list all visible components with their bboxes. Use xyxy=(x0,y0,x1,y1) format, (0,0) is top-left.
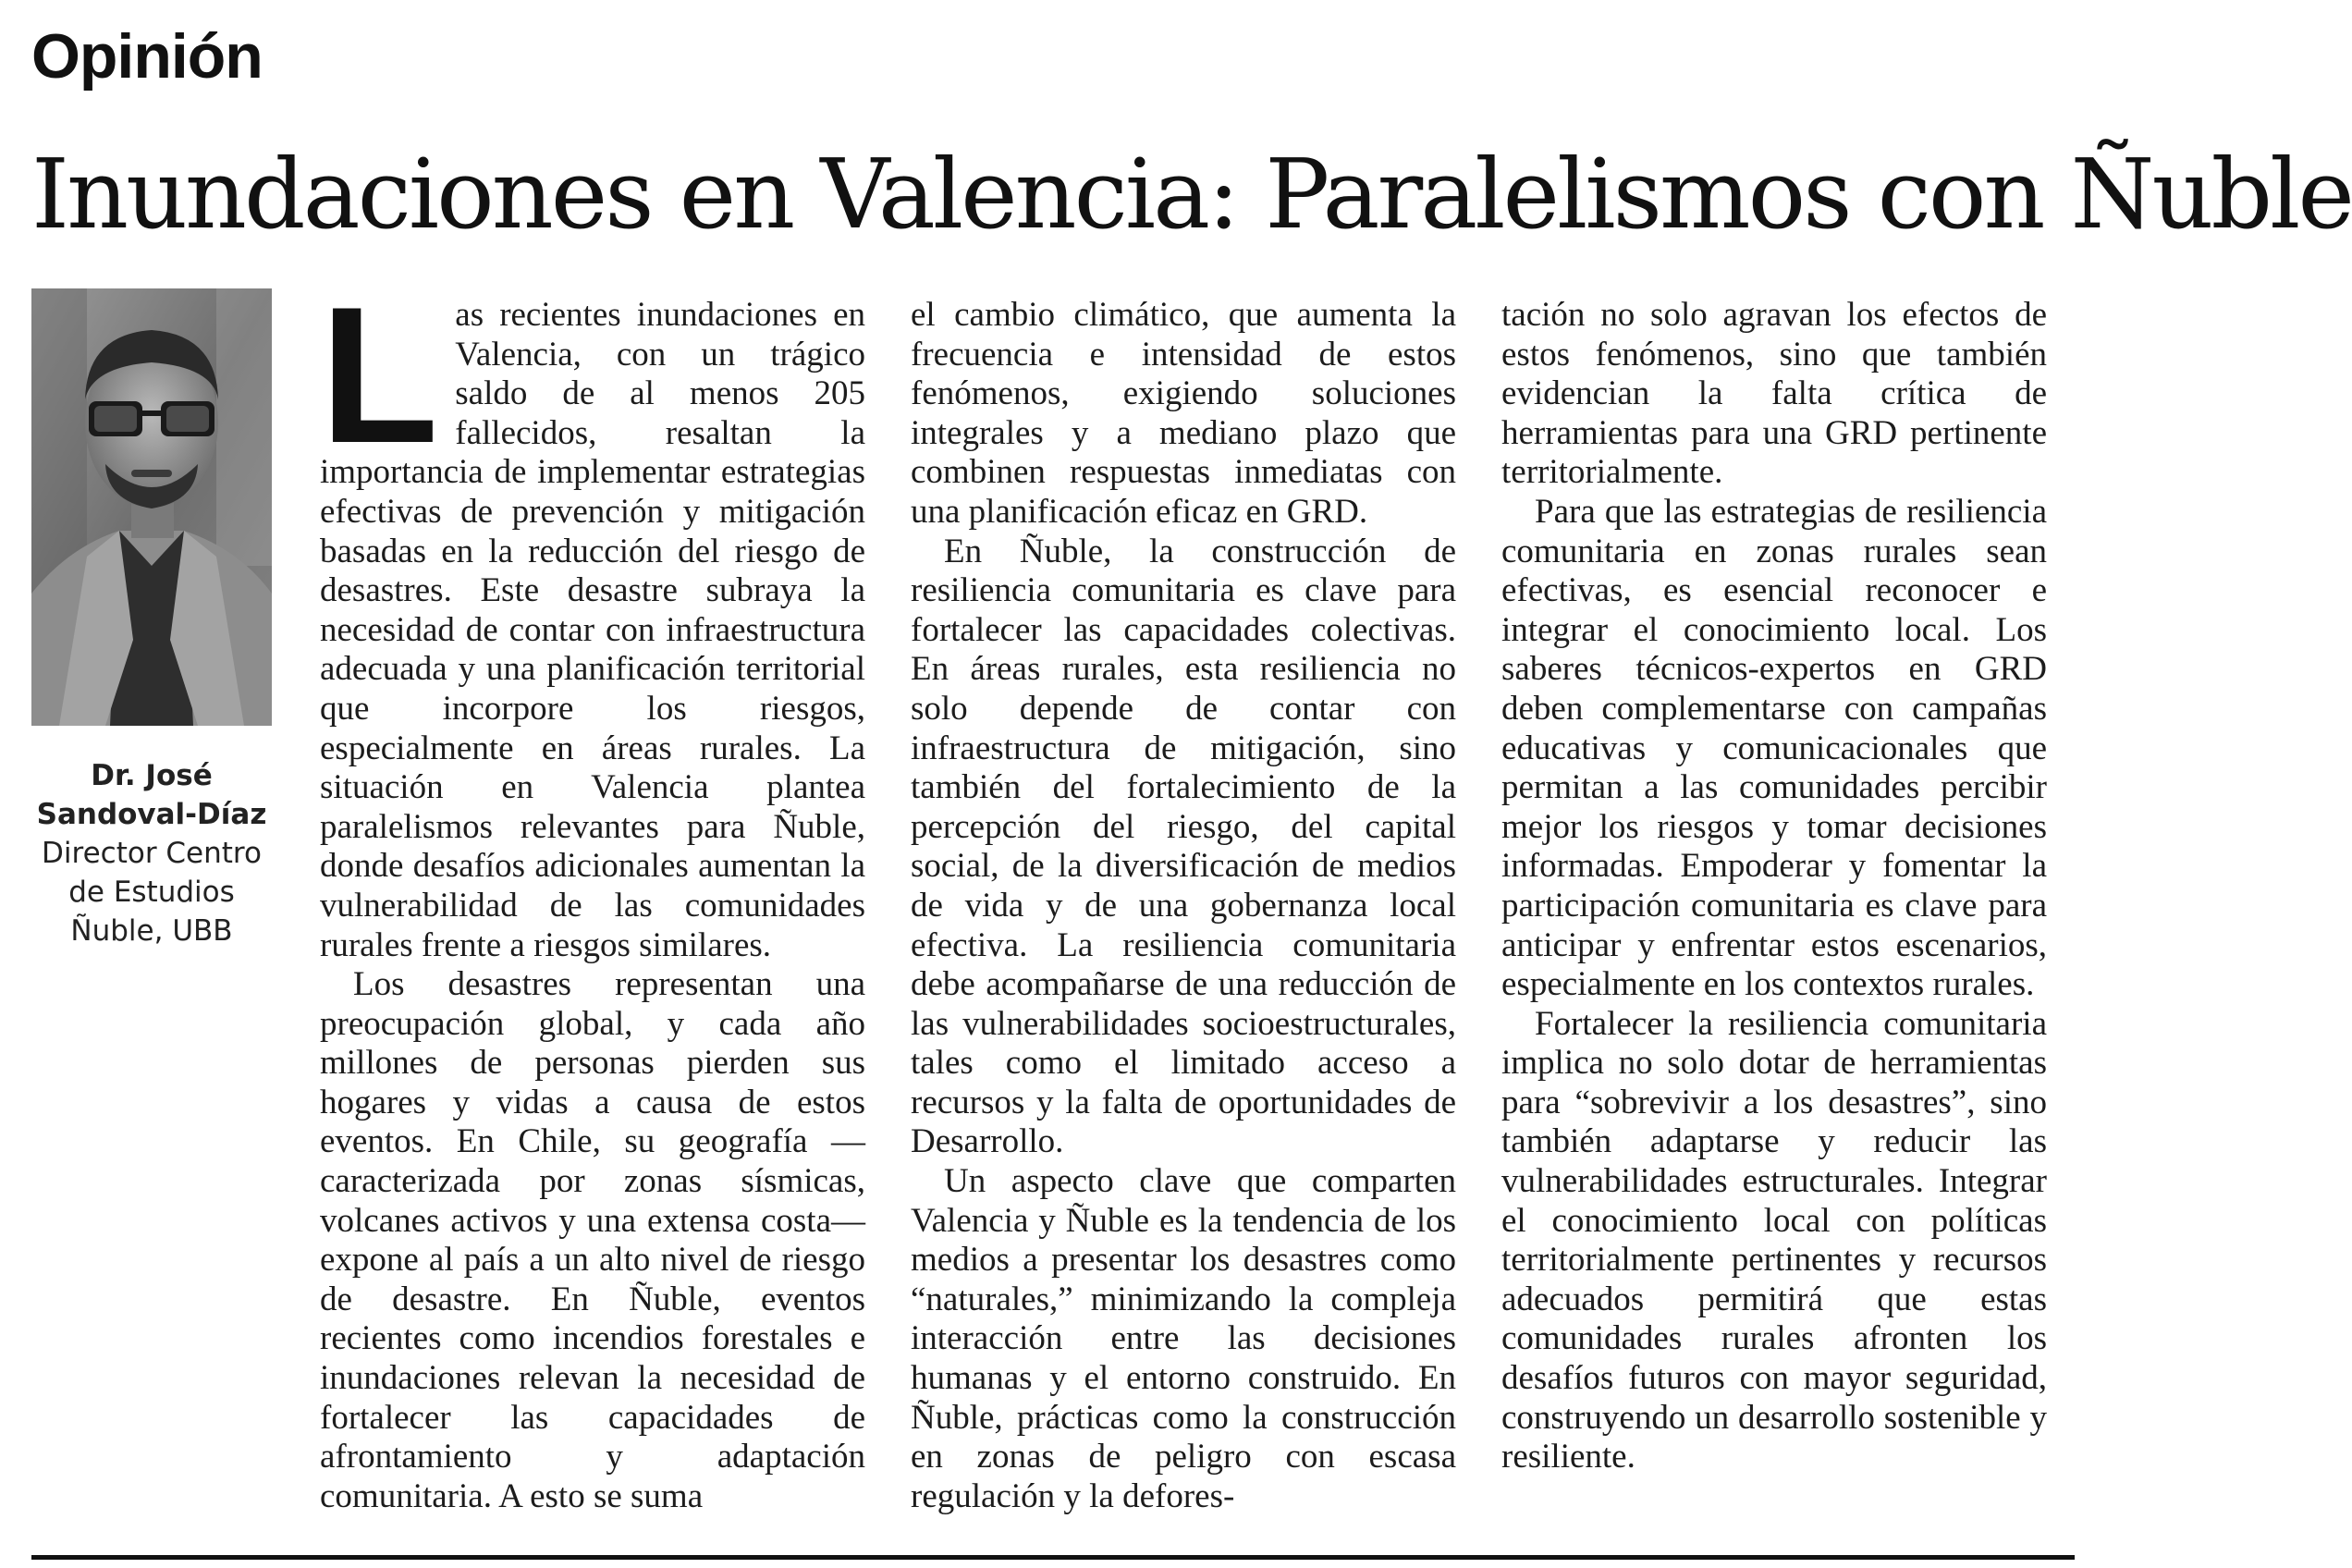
bottom-rule xyxy=(31,1555,2075,1560)
author-photo xyxy=(31,288,272,726)
paragraph-5: Para que las estrategias de resiliencia comunitaria en zonas rurales sean efectivas, es esencial reconocer e integrar el conocimiento local. Los saberes técnicos-expertos en GRD deben complementarse con campañas educativas y comunicacionales que permitan a las comunidades percibir mejor los riesgos y tomar decisiones informadas. Empoderar y fomentar la participación comunitaria es clave para anticipar y enfrentar estos escenarios, especialmente en los contextos rurales. xyxy=(1501,492,2047,1004)
section-label: Opinión xyxy=(31,21,263,92)
paragraph-3: En Ñuble, la construcción de resiliencia comunitaria es clave para fortalecer las capacidades colectivas. En áreas rurales, esta resiliencia no solo depende de contar con infraestructura de mitigación, sino también del fortalecimiento de la percepción del riesgo, del capital social, de la diversificación de medios de vida y de una gobernanza local efectiva. La resiliencia comunitaria debe acompañarse de una reducción de las vulnerabilidades socioestructurales, tales como el limitado acceso a recursos y la falta de oportunidades de Desarrollo. xyxy=(911,532,1456,1161)
byline xyxy=(31,756,272,950)
article-column-1 xyxy=(320,266,865,1516)
dropcap: L xyxy=(320,266,439,484)
paragraph-2-continued: el cambio climático, que aumenta la frecuencia e intensidad de estos fenómenos, exigiendo soluciones integrales y a mediano plazo que combinen respuestas inmediatas con una planificación eficaz en GRD. xyxy=(911,296,1456,531)
author-title: Director Centro de Estudios Ñuble, UBB xyxy=(42,837,262,948)
paragraph-4-continued: tación no solo agravan los efectos de estos fenómenos, sino que también evidencian la falta crítica de herramientas para una GRD pertinente territorialmente. xyxy=(1501,296,2047,492)
author-portrait-icon xyxy=(31,288,272,726)
article-column-2 xyxy=(911,296,1456,1516)
headline: Inundaciones en Valencia: Paralelismos con Ñuble xyxy=(31,138,2352,251)
author-name: Dr. José Sandoval-Díaz xyxy=(36,759,267,831)
article-column-3 xyxy=(1501,296,2047,1477)
paragraph-1: as recientes inundaciones en Valencia, con un trágico saldo de al menos 205 fallecidos, resaltan la importancia de implementar estrategias efectivas de prevención y mitigación basadas en la reducción del riesgo de desastres. Este desastre subraya la necesidad de contar con infraestructura adecuada y una planificación territorial que incorpore los riesgos, especialmente en áreas rurales. La situación en Valencia plantea paralelismos relevantes para Ñuble, donde desafíos adicionales aumentan la vulnerabilidad de las comunidades rurales frente a riesgos similares. xyxy=(320,296,865,964)
paragraph-4: Un aspecto clave que comparten Valencia y Ñuble es la tendencia de los medios a presentar los desastres como “naturales,” minimizando la compleja interacción entre las decisiones humanas y el entorno construido. En Ñuble, prácticas como la construcción en zonas de peligro con escasa regulación y la defores- xyxy=(911,1162,1456,1515)
paragraph-2: Los desastres representan una preocupación global, y cada año millones de personas pierden sus hogares y vidas a causa de estos eventos. En Chile, su geografía —caracterizada por zonas sísmicas, volcanes activos y una extensa costa— expone al país a un alto nivel de riesgo de desastre. En Ñuble, eventos recientes como incendios forestales e inundaciones relevan la necesidad de fortalecer las capacidades de afrontamiento y adaptación comunitaria. A esto se suma xyxy=(320,965,865,1515)
paragraph-6: Fortalecer la resiliencia comunitaria implica no solo dotar de herramientas para “sobrevivir a los desastres”, sino también adaptarse y reducir las vulnerabilidades estructurales. Integrar el conocimiento local con políticas territorialmente pertinentes y recursos adecuados permitirá que estas comunidades rurales afronten los desafíos futuros con mayor seguridad, construyendo un desarrollo sostenible y resiliente. xyxy=(1501,1004,2047,1476)
